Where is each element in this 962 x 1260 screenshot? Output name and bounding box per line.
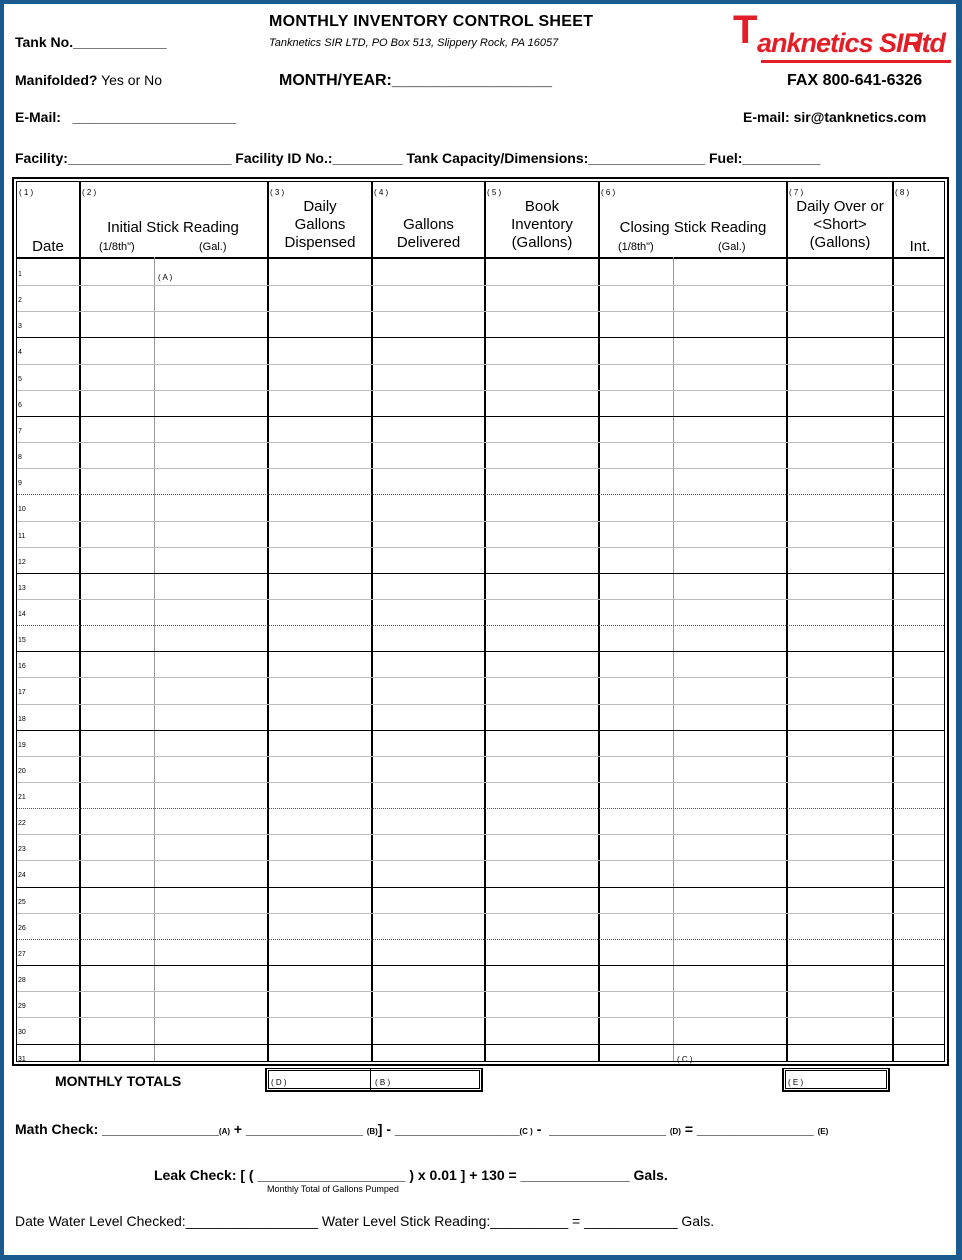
row-number: 29 (18, 1003, 26, 1011)
company-address: Tanknetics SIR LTD, PO Box 513, Slippery Rock, PA 16057 (269, 37, 559, 49)
math-b: (B) (366, 1127, 378, 1136)
row-line (17, 416, 944, 417)
row-number: 21 (18, 794, 26, 801)
tank-no-label: Tank No. (15, 34, 74, 50)
manifolded-label: Manifolded? (15, 72, 98, 88)
leak-caption: Monthly Total of Gallons Pumped (267, 1184, 399, 1194)
row-line (17, 1017, 944, 1018)
tank-no-field[interactable] (15, 34, 167, 50)
header-daily-over-short (788, 198, 892, 252)
col-divider (598, 182, 600, 1061)
header-daily-dispensed (269, 198, 371, 252)
marker-c: ( C ) (677, 1055, 693, 1064)
math-a: (A) (218, 1127, 231, 1136)
math-blank-a: _______________ (102, 1121, 219, 1137)
row-number: 3 (18, 323, 22, 331)
marker-e: ( E ) (788, 1078, 804, 1087)
header-line: Inventory (511, 216, 573, 233)
row-line (17, 442, 944, 443)
header-gallons-delivered (373, 216, 484, 252)
row-number: 25 (18, 898, 26, 906)
header-line: Gallons (403, 216, 454, 233)
math-check-label: Math Check: (15, 1121, 99, 1137)
row-line (17, 311, 944, 312)
math-blank-c: ________________ (394, 1121, 520, 1137)
row-line (17, 730, 944, 731)
leak-check-line[interactable] (154, 1167, 668, 1183)
header-book-inventory (486, 198, 598, 252)
row-number: 18 (18, 715, 26, 723)
col-divider (371, 182, 373, 1061)
row-number: 17 (18, 689, 26, 697)
math-plus: + (233, 1121, 243, 1137)
row-line (17, 860, 944, 861)
header-line: Dispensed (284, 234, 356, 251)
col-divider (892, 182, 894, 1061)
company-email: E-mail: sir@tanknetics.com (743, 109, 927, 125)
row-line (17, 364, 944, 365)
math-bracket-minus: ] - (377, 1121, 392, 1137)
row-number: 6 (18, 401, 22, 409)
row-number: 30 (18, 1029, 26, 1037)
header-line: Daily Over or (796, 198, 884, 215)
email-field[interactable] (15, 109, 236, 125)
row-line (17, 677, 944, 678)
row-line (17, 782, 944, 783)
math-blank-d: _______________ (549, 1121, 666, 1137)
page-title: MONTHLY INVENTORY CONTROL SHEET (269, 13, 594, 30)
logo-sir: SIR (879, 28, 922, 58)
row-number: 28 (18, 977, 26, 985)
math-blank-b: _______________ (246, 1121, 363, 1137)
marker-a: ( A ) (158, 273, 173, 282)
math-minus: - (536, 1121, 542, 1137)
row-number: 11 (18, 532, 26, 540)
col-num-1: ( 1 ) (19, 188, 34, 197)
inventory-table-inner (16, 181, 945, 1062)
header-closing-stick: Closing Stick Reading (619, 219, 767, 236)
col-num-7: ( 7 ) (789, 188, 804, 197)
row-number: 19 (18, 741, 26, 749)
col-num-5: ( 5 ) (487, 188, 502, 197)
row-number: 22 (18, 820, 26, 828)
math-equals: = (684, 1121, 694, 1137)
row-number: 27 (18, 950, 26, 958)
math-d: (D) (669, 1127, 681, 1136)
tank-no-blank: ____________ (73, 34, 167, 50)
totals-box-d-b[interactable] (265, 1068, 483, 1092)
leak-suffix: ) x 0.01 ] + 130 = (409, 1167, 517, 1183)
subcol-divider (154, 257, 155, 1061)
monthly-totals-label: MONTHLY TOTALS (55, 1073, 182, 1089)
row-line (17, 887, 944, 888)
math-check-line[interactable] (15, 1121, 828, 1137)
row-line (17, 651, 944, 652)
row-line (17, 834, 944, 835)
row-number: 2 (18, 297, 22, 305)
col-num-2: ( 2 ) (82, 188, 97, 197)
row-number: 16 (18, 663, 26, 671)
totals-divider (370, 1069, 371, 1090)
logo-letter-t: T (733, 8, 758, 52)
row-line (17, 599, 944, 600)
leak-blank: ___________________ (257, 1167, 406, 1183)
header-initial-eighths: (1/8th") (99, 241, 135, 253)
leak-prefix: Leak Check: [ ( (154, 1167, 254, 1183)
row-number: 9 (18, 480, 22, 488)
row-line (17, 285, 944, 286)
math-e: (E) (817, 1127, 829, 1136)
row-line (17, 756, 944, 757)
row-number: 5 (18, 375, 22, 383)
row-number: 14 (18, 610, 26, 618)
email-blank: _____________________ (72, 109, 237, 125)
col-divider (786, 182, 788, 1061)
col-divider (79, 182, 81, 1061)
logo-underline (761, 60, 951, 63)
col-num-4: ( 4 ) (374, 188, 389, 197)
leak-gals: Gals. (633, 1167, 668, 1183)
subcol-divider (673, 257, 674, 1061)
row-line (17, 390, 944, 391)
header-int: Int. (909, 238, 931, 255)
header-line: Delivered (396, 234, 461, 251)
row-number: 8 (18, 454, 22, 462)
header-separator (17, 257, 944, 259)
totals-box-e[interactable] (782, 1068, 890, 1092)
header-line: <Short> (813, 216, 867, 233)
row-line (17, 468, 944, 469)
row-line (17, 913, 944, 914)
row-line (17, 965, 944, 966)
row-number: 31 (18, 1055, 26, 1063)
row-number: 7 (18, 427, 22, 435)
col-num-8: ( 8 ) (895, 188, 910, 197)
header-initial-stick: Initial Stick Reading (107, 219, 239, 236)
header-line: (Gallons) (511, 234, 573, 251)
col-divider (484, 182, 486, 1061)
row-line (17, 808, 944, 809)
math-c: (C ) (519, 1127, 533, 1136)
header-line: Book (524, 198, 560, 215)
row-line (17, 939, 944, 940)
row-number: 24 (18, 872, 26, 880)
manifolded-field[interactable] (15, 72, 162, 88)
row-number: 10 (18, 506, 26, 514)
row-number: 4 (18, 349, 22, 357)
water-level-line[interactable]: Date Water Level Checked:_________________ Water Level Stick Reading:__________ = ____________ Gals. (15, 1213, 715, 1229)
header-line: Daily (303, 198, 337, 215)
header-closing-gal: (Gal.) (718, 241, 746, 253)
company-logo (733, 8, 955, 66)
header-date: Date (32, 238, 64, 255)
row-line (17, 573, 944, 574)
header-initial-gal: (Gal.) (199, 241, 227, 253)
header-closing-eighths: (1/8th") (618, 241, 654, 253)
month-year-field[interactable]: MONTH/YEAR:__________________ (279, 72, 553, 89)
totals-box-inner (268, 1070, 480, 1089)
manifolded-value: Yes or No (97, 72, 163, 88)
row-number: 15 (18, 637, 26, 645)
inventory-table (12, 177, 949, 1066)
row-number: 12 (18, 558, 26, 566)
row-number: 20 (18, 767, 26, 775)
logo-tanknetics: anknetics (757, 28, 873, 58)
row-line (17, 991, 944, 992)
fax-number: FAX 800-641-6326 (787, 72, 923, 89)
row-line (17, 1044, 944, 1045)
facility-line[interactable]: Facility:_____________________ Facility ID No.:_________ Tank Capacity/Dimensions:_______________ Fuel:__________ (15, 150, 821, 166)
logo-ltd: ltd (915, 28, 945, 58)
row-number: 1 (18, 271, 22, 278)
col-num-3: ( 3 ) (270, 188, 285, 197)
marker-d: ( D ) (271, 1078, 287, 1087)
row-number: 23 (18, 846, 26, 854)
row-line (17, 521, 944, 522)
header-line: (Gallons) (809, 234, 871, 251)
email-label: E-Mail: (15, 109, 61, 125)
math-blank-e: _______________ (696, 1121, 814, 1137)
row-line (17, 625, 944, 626)
col-num-6: ( 6 ) (601, 188, 616, 197)
row-number: 13 (18, 584, 26, 592)
row-line (17, 704, 944, 705)
row-line (17, 547, 944, 548)
row-line (17, 494, 944, 495)
col-divider (267, 182, 269, 1061)
header-line: Gallons (294, 216, 346, 233)
inventory-sheet (4, 4, 956, 1255)
leak-blank2: ______________ (520, 1167, 630, 1183)
marker-b: ( B ) (375, 1078, 391, 1087)
row-number: 26 (18, 924, 26, 932)
row-line (17, 337, 944, 338)
